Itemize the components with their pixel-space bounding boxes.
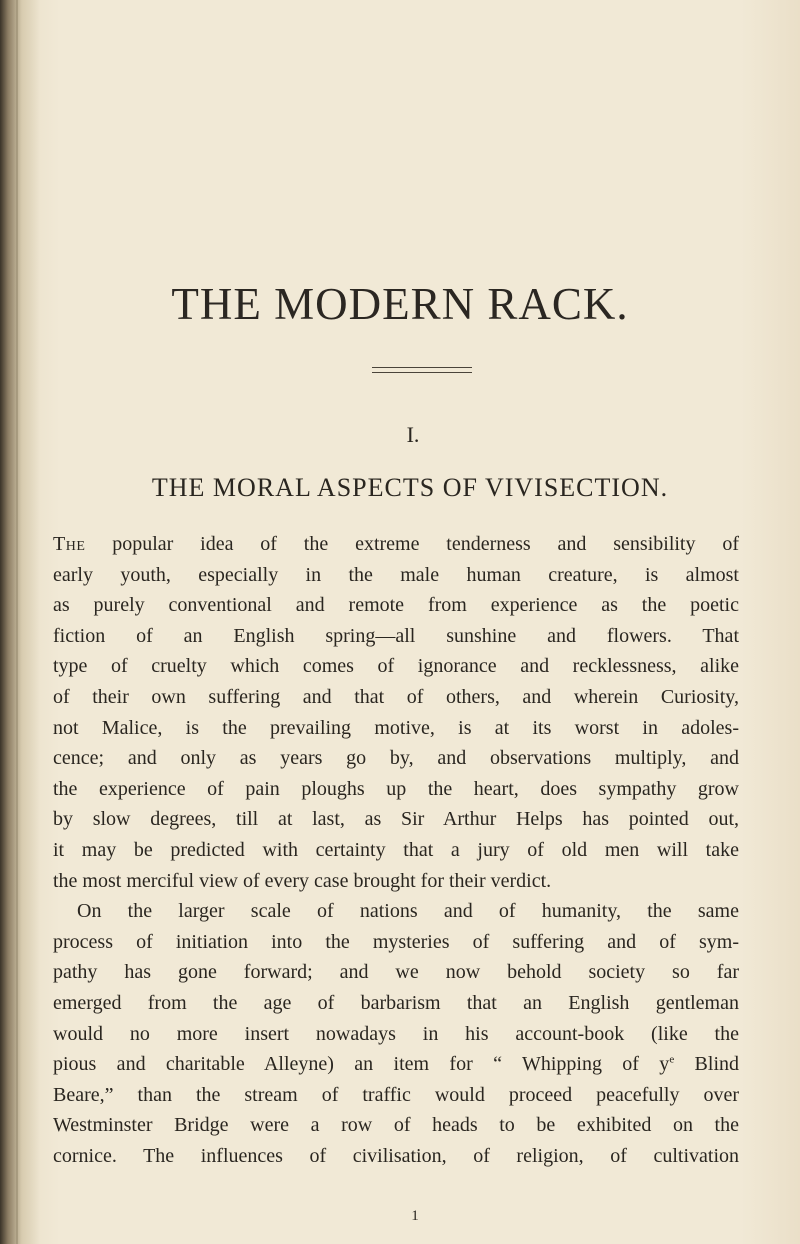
text-line: the experience of pain ploughs up the heart, does sympathy grow bbox=[53, 777, 739, 800]
text-line-content: pious and charitable Alleyne) an item for “ Whipping of y bbox=[53, 1053, 670, 1076]
text-line: pathy has gone forward; and we now behold society so far bbox=[53, 961, 739, 984]
text-line: process of initiation into the mysteries of suffering and of sym- bbox=[53, 930, 739, 953]
text-line: by slow degrees, till at last, as Sir Arthur Helps has pointed out, bbox=[53, 808, 739, 831]
body-text bbox=[53, 529, 739, 1171]
text-line: not Malice, is the prevailing motive, is at its worst in adoles- bbox=[53, 716, 739, 739]
text-line: On the larger scale of nations and of humanity, the same bbox=[77, 900, 739, 923]
text-line bbox=[53, 529, 739, 560]
text-line: emerged from the age of barbarism that an English gentleman bbox=[53, 991, 739, 1014]
text-line: early youth, especially in the male human creature, is almost bbox=[53, 563, 739, 586]
binding-edge-line bbox=[16, 0, 18, 1244]
page-number: 1 bbox=[411, 1208, 419, 1224]
superscript-e: e bbox=[669, 1053, 675, 1066]
text-line: of their own suffering and that of others, and wherein Curiosity, bbox=[53, 685, 739, 708]
title-double-rule bbox=[372, 367, 472, 373]
text-line: it may be predicted with certainty that a jury of old men will take bbox=[53, 838, 739, 861]
chapter-title: THE MORAL ASPECTS OF VIVISECTION. bbox=[151, 473, 669, 502]
binding-gutter bbox=[0, 0, 40, 1244]
text-line-content: popular idea of the extreme tenderness and sensibility of bbox=[85, 533, 739, 555]
opening-word: The bbox=[53, 533, 86, 555]
text-line: fiction of an English spring—all sunshine and flowers. That bbox=[53, 624, 739, 647]
text-line-tail: Blind bbox=[674, 1053, 739, 1076]
text-line: Beare,” than the stream of traffic would proceed peacefully over bbox=[53, 1083, 739, 1106]
text-line: cornice. The influences of civilisation, of religion, of cultivation bbox=[53, 1144, 739, 1167]
text-line: cence; and only as years go by, and observations multiply, and bbox=[53, 747, 739, 770]
text-line: as purely conventional and remote from experience as the poetic bbox=[53, 594, 739, 617]
text-line: Westminster Bridge were a row of heads to be exhibited on the bbox=[53, 1114, 739, 1137]
text-line: would no more insert nowadays in his account-book (like the bbox=[53, 1022, 739, 1045]
text-line: type of cruelty which comes of ignorance and recklessness, alike bbox=[53, 655, 739, 678]
text-line: the most merciful view of every case brought for their verdict. bbox=[53, 869, 552, 892]
book-title: THE MODERN RACK. bbox=[171, 279, 629, 329]
text-line bbox=[53, 1049, 739, 1080]
chapter-number: I. bbox=[406, 422, 420, 447]
